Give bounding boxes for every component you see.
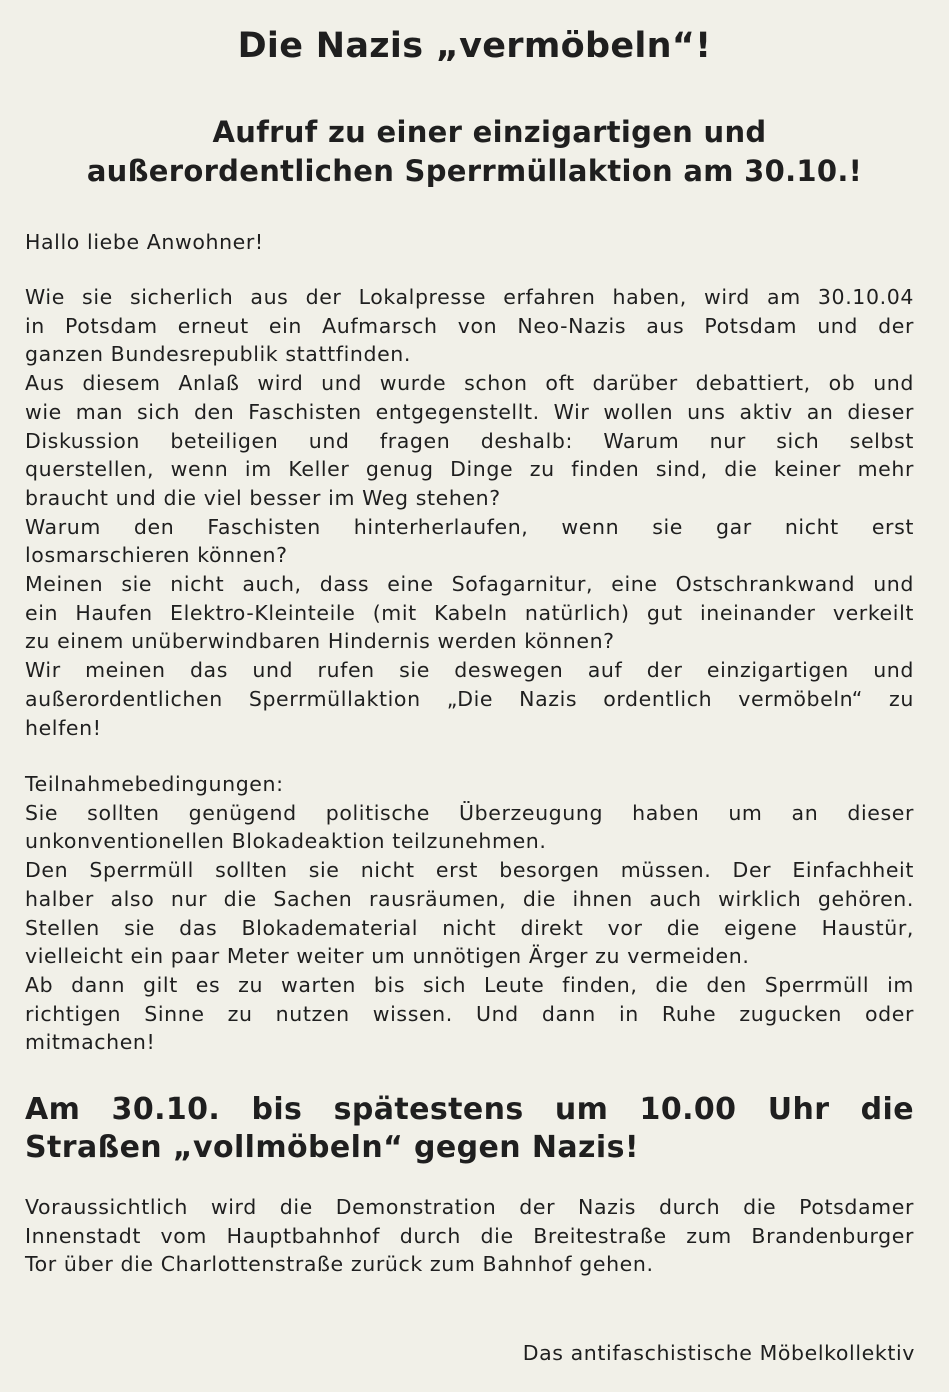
- subtitle-line: außerordentlichen Sperrmüllaktion am 30.10.!: [86, 154, 863, 188]
- text-line: Ab dann gilt es zu warten bis sich Leute finden, die den Sperrmüll im: [25, 972, 914, 997]
- text-line: losmarschieren können?: [25, 543, 288, 568]
- paragraph-route: [25, 1193, 914, 1279]
- text-line: Voraussichtlich wird die Demonstration der Nazis durch die Potsdamer: [25, 1195, 914, 1219]
- document-title: Die Nazis „vermöbeln“!: [237, 26, 712, 66]
- text-line: außerordentlichen Sperrmüllaktion „Die Nazis ordentlich vermöbeln“ zu: [25, 686, 914, 711]
- text-line: wie man sich den Faschisten entgegenstellt. Wir wollen uns aktiv an dieser: [25, 399, 914, 424]
- text-line: Sie sollten genügend politische Überzeugung haben um an dieser: [25, 800, 914, 825]
- text-line: Wie sie sicherlich aus der Lokalpresse erfahren haben, wird am 30.10.04: [25, 285, 914, 309]
- callout-line: Straßen „vollmöbeln“ gegen Nazis!: [25, 1130, 639, 1165]
- document-subtitle: [0, 113, 949, 191]
- text-line: ganzen Bundesrepublik stattfinden.: [25, 342, 411, 367]
- text-line: ein Haufen Elektro-Kleinteile (mit Kabeln natürlich) gut ineinander verkeilt: [25, 600, 914, 625]
- text-line: richtigen Sinne zu nutzen wissen. Und dann in Ruhe zugucken oder: [25, 1001, 914, 1026]
- text-line: Aus diesem Anlaß wird und wurde schon oft darüber debattiert, ob und: [25, 371, 914, 396]
- conditions-heading: Teilnahmebedingungen:: [25, 772, 284, 796]
- paragraph-announcement: [25, 283, 914, 742]
- callout-line: Am 30.10. bis spätestens um 10.00 Uhr die: [25, 1092, 914, 1127]
- greeting: [25, 228, 914, 257]
- signature: Das antifaschistische Möbelkollektiv: [522, 1341, 915, 1365]
- text-line: zu einem unüberwindbaren Hindernis werden können?: [25, 629, 615, 654]
- subtitle-line: Aufruf zu einer einzigartigen und: [212, 115, 767, 149]
- text-line: Tor über die Charlottenstraße zurück zum Bahnhof gehen.: [25, 1252, 654, 1277]
- text-line: braucht und die viel besser im Weg stehen?: [25, 485, 501, 510]
- text-line: halber also nur die Sachen rausräumen, die ihnen auch wirklich gehören.: [25, 886, 914, 911]
- text-line: unkonventionellen Blokadeaktion teilzunehmen.: [25, 829, 547, 854]
- text-line: Warum den Faschisten hinterherlaufen, wenn sie gar nicht erst: [25, 514, 914, 539]
- text-line: Wir meinen das und rufen sie deswegen auf der einzigartigen und: [25, 658, 914, 683]
- callout-heading: [25, 1091, 914, 1167]
- text-line: mitmachen!: [25, 1030, 156, 1055]
- text-line: in Potsdam erneut ein Aufmarsch von Neo-Nazis aus Potsdam und der: [25, 313, 914, 338]
- text-line: helfen!: [25, 715, 102, 740]
- text-line: querstellen, wenn im Keller genug Dinge zu finden sind, die keiner mehr: [25, 457, 914, 482]
- greeting-text: Hallo liebe Anwohner!: [25, 230, 264, 254]
- text-line: Stellen sie das Blokadematerial nicht direkt vor die eigene Haustür,: [25, 915, 914, 940]
- text-line: Meinen sie nicht auch, dass eine Sofagarnitur, eine Ostschrankwand und: [25, 572, 914, 597]
- text-line: Diskussion beteiligen und fragen deshalb: Warum nur sich selbst: [25, 428, 914, 453]
- text-line: Innenstadt vom Hauptbahnhof durch die Breitestraße zum Brandenburger: [25, 1223, 914, 1248]
- text-line: Den Sperrmüll sollten sie nicht erst besorgen müssen. Der Einfachheit: [25, 858, 914, 883]
- paragraph-conditions: [25, 770, 914, 1057]
- text-line: vielleicht ein paar Meter weiter um unnötigen Ärger zu vermeiden.: [25, 944, 750, 969]
